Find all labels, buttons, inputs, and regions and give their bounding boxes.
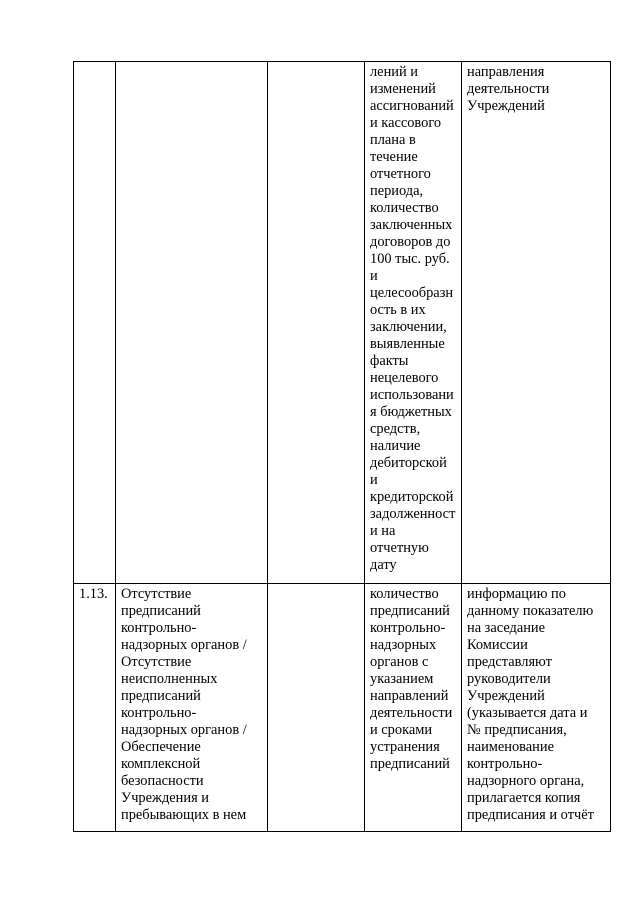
cell-indicator xyxy=(116,62,268,584)
cell-notes xyxy=(462,62,611,584)
cell-criteria xyxy=(365,62,462,584)
table-row xyxy=(74,62,611,584)
cell-column3 xyxy=(268,584,365,832)
cell-notes-text: направления деятельности Учреждений xyxy=(467,64,550,114)
cell-criteria-text: количество предписаний контрольно- надзорных органов с указанием направлений деятельности и сроками устранения предписаний xyxy=(370,586,453,772)
cell-number xyxy=(74,584,116,832)
cell-criteria xyxy=(365,584,462,832)
criteria-table xyxy=(73,61,611,832)
cell-notes xyxy=(462,584,611,832)
table-row xyxy=(74,584,611,832)
cell-column3 xyxy=(268,62,365,584)
cell-number xyxy=(74,62,116,584)
cell-notes-text: информацию по данному показателю на заседание Комиссии представляют руководители Учреждений (указывается дата и № предписания, наименование контрольно- надзорного органа, прилагается копия предписания и отчёт xyxy=(467,586,594,823)
cell-number-text: 1.13. xyxy=(79,586,108,602)
cell-criteria-text: лений и изменений ассигнований и кассового плана в течение отчетного периода, количество заключенных договоров до 100 тыс. руб. и целесообразн ость в их заключении, выявленные факты нецелевого использовани я бюджетных средств, наличие дебиторской и кредиторской задолженност и на отчетную дату xyxy=(370,64,456,573)
cell-indicator-text: Отсутствие предписаний контрольно- надзорных органов / Отсутствие неисполненных предписаний контрольно- надзорных органов / Обеспечение комплексной безопасности Учреждения и пребывающих в нем xyxy=(121,586,247,823)
cell-indicator xyxy=(116,584,268,832)
